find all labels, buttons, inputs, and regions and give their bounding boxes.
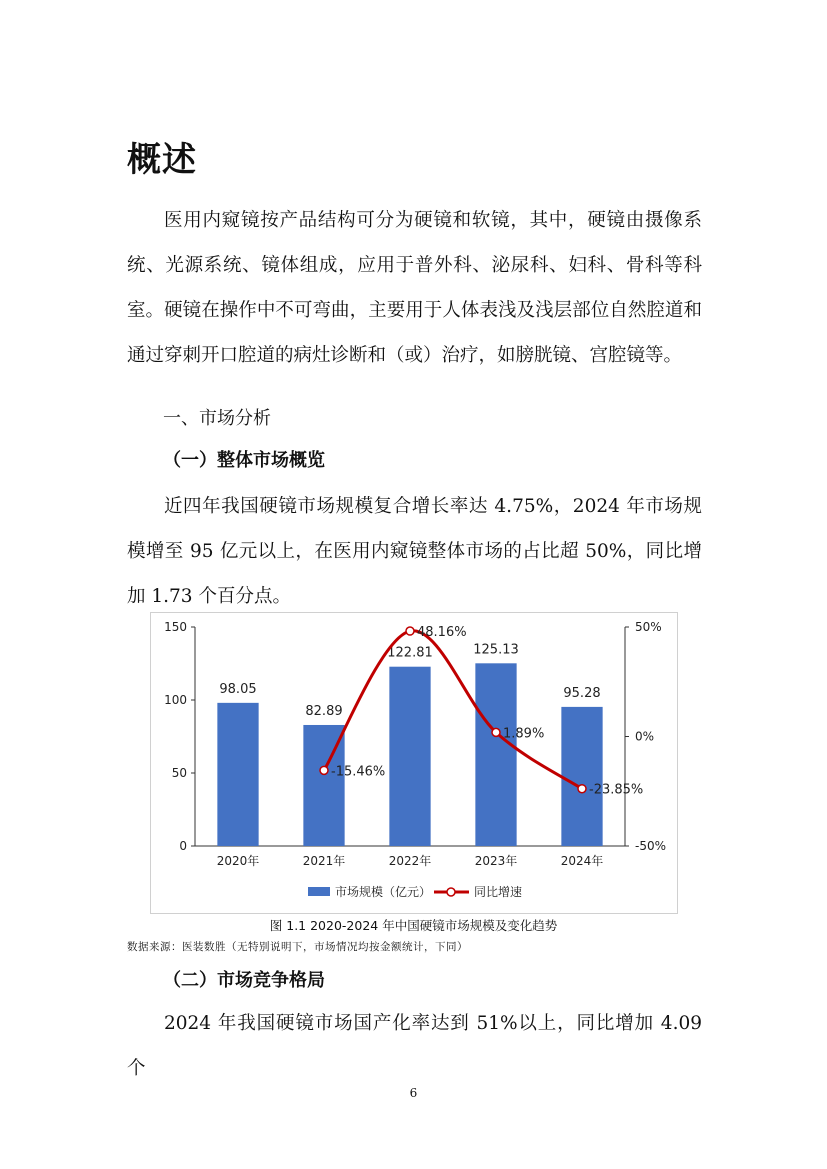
x-tick-label: 2023年 (474, 854, 518, 868)
x-tick-label: 2020年 (216, 854, 260, 868)
growth-rate-label: 1.89% (503, 726, 545, 742)
bar (389, 667, 430, 846)
left-tick-label: 100 (164, 693, 187, 707)
chart-container (150, 612, 678, 914)
x-tick-label: 2024年 (560, 854, 604, 868)
growth-rate-label: -23.85% (589, 782, 644, 798)
page-number: 6 (409, 1086, 418, 1100)
growth-rate-label: -15.46% (331, 764, 386, 780)
x-tick-label: 2022年 (388, 854, 432, 868)
left-tick-label: 50 (171, 766, 187, 780)
section-title-market-analysis: 一、市场分析 (163, 408, 271, 429)
bar-value-label: 125.13 (473, 642, 519, 658)
x-tick-label: 2021年 (302, 854, 346, 868)
market-chart (151, 613, 677, 913)
growth-rate-point (406, 627, 414, 635)
left-tick-label: 150 (164, 620, 187, 634)
data-source-note: 数据来源：医装数胜（无特别说明下，市场情况均按金额统计，下同） (127, 941, 468, 953)
right-tick-label: 0% (635, 729, 655, 744)
growth-rate-point (578, 785, 586, 793)
bar-value-label: 98.05 (219, 681, 257, 697)
legend-bar-swatch (308, 887, 330, 896)
subsection-title-competition: （二）市场竞争格局 (163, 970, 325, 991)
legend-line-label: 同比增速 (474, 885, 523, 899)
right-tick-label: -50% (635, 839, 667, 853)
competition-paragraph: 2024 年我国硬镜市场国产化率达到 51%以上，同比增加 4.09 个 (127, 1013, 702, 1079)
subsection-title-overview: （一）整体市场概览 (163, 450, 325, 471)
intro-paragraph: 医用内窥镜按产品结构可分为硬镜和软镜，其中，硬镜由摄像系统、光源系统、镜体组成，应用于普外科、泌尿科、妇科、骨科等科室。硬镜在操作中不可弯曲，主要用于人体表浅及浅层部位自然腔道和通过穿刺开口腔道的病灶诊断和（或）治疗，如膀胱镜、宫腔镜等。 (127, 210, 702, 366)
growth-rate-point (320, 766, 328, 774)
right-tick-label: 50% (635, 620, 662, 634)
bar-value-label: 122.81 (387, 645, 433, 661)
legend-line-marker (447, 888, 455, 896)
bar-value-label: 82.89 (305, 703, 343, 719)
left-tick-label: 0 (179, 839, 187, 853)
bar (217, 703, 258, 846)
bar (475, 663, 516, 846)
page-heading: 概述 (127, 140, 197, 180)
legend-bar-label: 市场规模（亿元） (335, 885, 432, 899)
bar (561, 707, 602, 846)
bar-value-label: 95.28 (563, 685, 601, 701)
growth-rate-point (492, 728, 500, 736)
growth-rate-label: 48.16% (417, 625, 467, 641)
overview-paragraph: 近四年我国硬镜市场规模复合增长率达 4.75%，2024 年市场规模增至 95 亿元以上，在医用内窥镜整体市场的占比超 50%，同比增加 1.73 个百分点。 (127, 496, 702, 607)
figure-caption: 图 1.1 2020-2024 年中国硬镜市场规模及变化趋势 (269, 918, 558, 933)
